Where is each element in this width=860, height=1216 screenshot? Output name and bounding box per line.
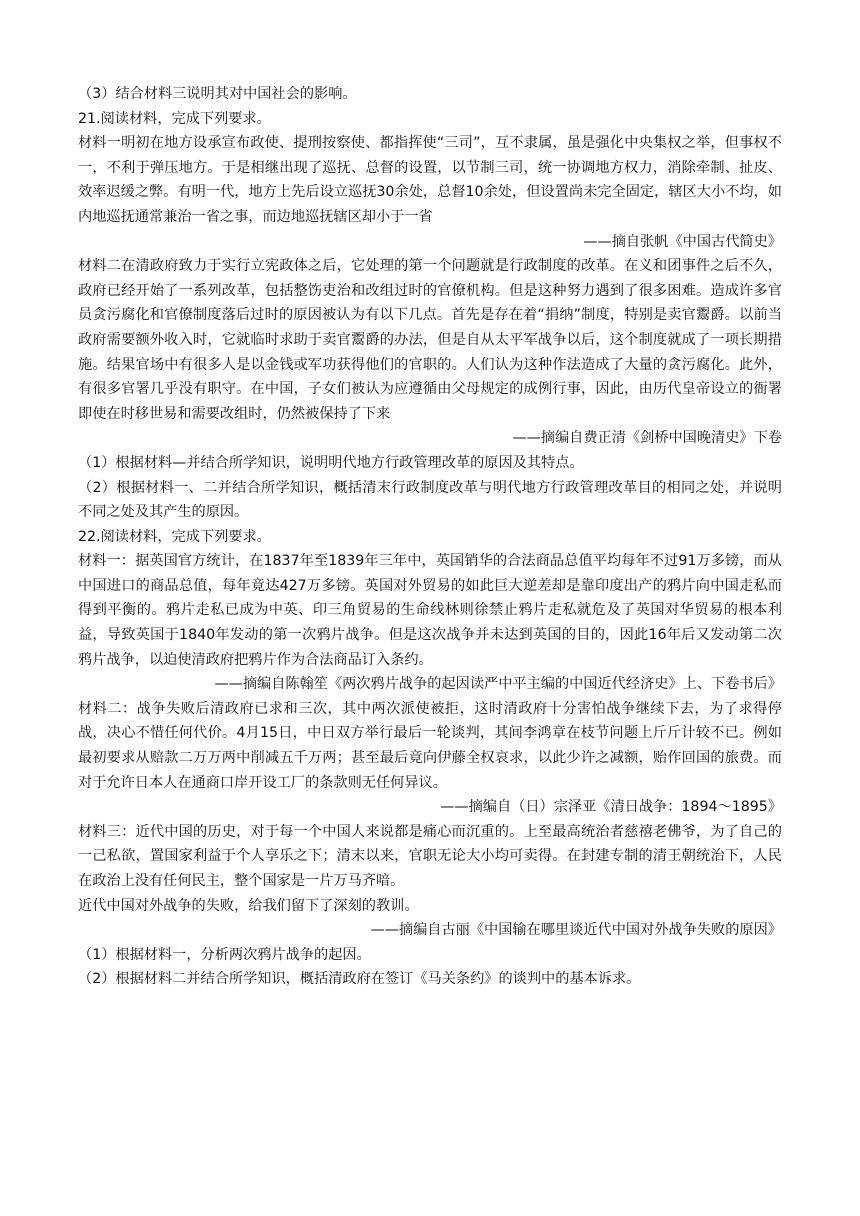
- question-line: （2）根据材料二并结合所学知识，概括清政府在签订《马关条约》的谈判中的基本诉求。: [78, 971, 641, 988]
- source-citation: ——摘编自古丽《中国输在哪里谈近代中国对外战争失败的原因》: [370, 922, 782, 939]
- source-citation: ——摘编自（日）宗泽亚《清日战争：1894～1895》: [440, 799, 782, 816]
- document-body: [78, 82, 782, 992]
- material-paragraph: 材料二在清政府致力于实行立宪政体之后，它处理的第一个问题就是行政制度的改革。在义和团事件之后不久，政府已经开始了一系列改革，包括整饬吏治和改组过时的官僚机构。但是这种努力遇到了很多困难。造成许多官员贪污腐化和官僚制度落后过时的原因被认为有以下几点。首先是存在着“捐纳”制度，特别是卖官鬻爵。以前当政府需要额外收入时，它就临时求助于卖官鬻爵的办法，但是自从太平军战争以后，这个制度就成了一项长期措施。结果官场中有很多人是以金钱或军功获得他们的官职的。人们认为这种作法造成了大量的贪污腐化。此外，有很多官署几乎没有职守。在中国，子女们被认为应遵循由父母规定的成例行事，因此，由历代皇帝设立的衙署即使在时移世易和需要改组时，仍然被保持了下来: [78, 258, 782, 422]
- question-line: （2）根据材料一、二并结合所学知识，概括清末行政制度改革与明代地方行政管理改革目的相同之处，并说明不同之处及其产生的原因。: [78, 479, 782, 521]
- material-paragraph: 材料三：近代中国的历史，对于每一个中国人来说都是痛心而沉重的。上至最高统治者慈禧老佛爷，为了自己的一己私欲，置国家利益于个人享乐之下；清末以来，官职无论大小均可卖得。在封建专制的清王朝统治下，人民在政治上没有任何民主，整个国家是一片万马齐喑。: [78, 823, 782, 889]
- material-paragraph: 近代中国对外战争的失败，给我们留下了深刻的教训。: [78, 897, 419, 914]
- material-paragraph: 材料二：战争失败后清政府已求和三次，其中两次派使被拒，这时清政府十分害怕战争继续下去，为了求得停战，决心不惜任何代价。4月15日，中日双方举行最后一轮谈判，其间李鸿章在枝节问题上斤斤计较不已。例如最初要求从赔款二万万两中削减五千万两；甚至最后竟向伊藤全权哀求，以此少许之减额，贻作回国的旅费。而对于允许日本人在通商口岸开设工厂的条款则无任何异议。: [78, 700, 782, 791]
- question-line: （1）根据材料—并结合所学知识，说明明代地方行政管理改革的原因及其特点。: [78, 454, 584, 471]
- question-heading: 21.阅读材料，完成下列要求。: [78, 110, 271, 127]
- material-paragraph: 材料一：据英国官方统计，在1837年至1839年三年中，英国销华的合法商品总值平均每年不过91万多镑，而从中国进口的商品总值，每年竟达427万多镑。英国对外贸易的如此巨大逆差却是靠印度出产的鸦片向中国走私而得到平衡的。鸦片走私已成为中英、印三角贸易的生命线林则徐禁止鸦片走私就危及了英国对华贸易的根本利益，导致英国于1840年发动的第一次鸦片战争。但是这次战争并未达到英国的目的，因此16年后又发动第二次鸦片战争，以迫使清政府把鸦片作为合法商品订入条约。: [78, 553, 782, 668]
- question-line: （3）结合材料三说明其对中国社会的影响。: [78, 86, 357, 102]
- material-paragraph: 材料一明初在地方设承宣布政使、提刑按察使、都指挥使“三司”，互不隶属，虽是强化中央集权之举，但事权不一，不利于弹压地方。于是相继出现了巡抚、总督的设置，以节制三司，统一协调地方权力，消除牵制、扯皮、效率迟缓之弊。有明一代，地方上先后设立巡抚30余处，总督10余处，但设置尚未完全固定，辖区大小不均，如内地巡抚通常兼治一省之事，而边地巡抚辖区却小于一省: [78, 135, 782, 225]
- question-heading: 22.阅读材料，完成下列要求。: [78, 528, 271, 545]
- source-citation: ——摘编自费正清《剑桥中国晚清史》下卷: [512, 430, 782, 447]
- source-citation: ——摘编自陈翰笙《两次鸦片战争的起因读严中平主编的中国近代经济史》上、下卷书后》: [214, 676, 782, 693]
- source-citation: ——摘自张帆《中国古代简史》: [583, 233, 782, 250]
- question-line: （1）根据材料一，分析两次鸦片战争的起因。: [78, 946, 371, 963]
